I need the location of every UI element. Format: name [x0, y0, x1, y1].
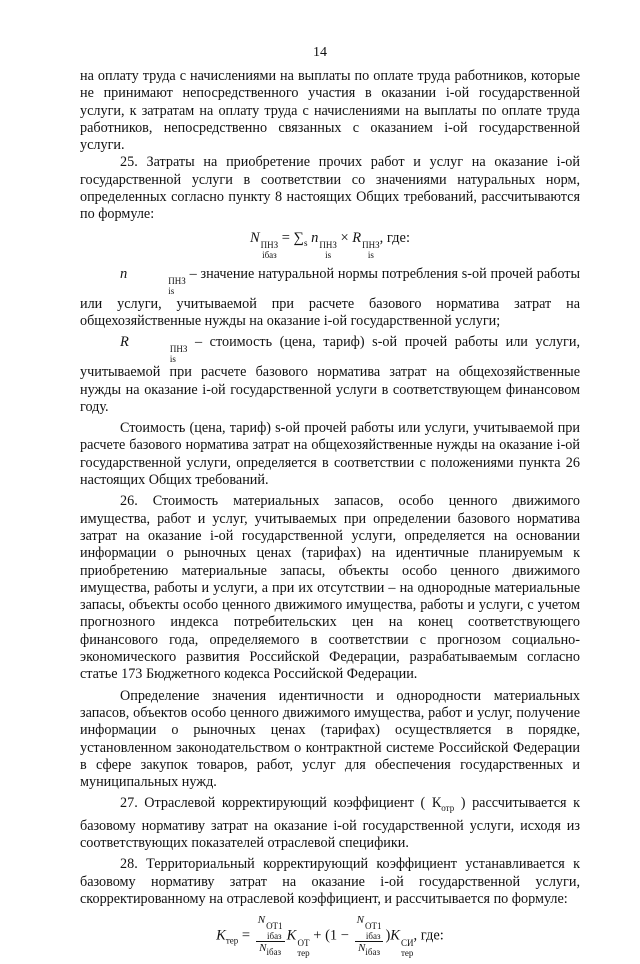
paragraph-26: 26. Стоимость материальных запасов, особо ценного движимого имущества, работ и услуг, учитываемых при определении базового норматива затрат на оказание i-ой государственной услуги, определяется на основании информации о рыночных ценах (тарифах) на идентичные планируемым к приобретению материальные запасы, объекты особо ценного движимого имущества, работы и услуги, а при их отсутствии – на однородные материальные запасы, объекты особо ценного движимого имущества, работы и услуги, с учетом прогнозного индекса потребительских цен на конец соответствующего финансового года, определяемого в соответствии с прогнозом социально-экономического развития Российской Федерации, разрабатываемым согласно статье 173 Бюджетного кодекса Российской Федерации. — [80, 493, 580, 683]
paragraph-cost: Стоимость (цена, тариф) s-ой прочей работы или услуги, учитываемой при расчете базового норматива затрат на общехозяйственные нужды на оказание i-ой государственной услуги, определяется в соответствии с положениями пункта 26 настоящих Общих требований. — [80, 420, 580, 489]
paragraph-27: 27. Отраслевой корректирующий коэффициент ( $К_{отр}$ ) рассчитывается к базовому нормативу затрат на оказание i-ой государственной услуги, исходя из соответствующих показателей отраслевой специфики. — [80, 795, 580, 851]
formula-n-baz: N ПНЗ iбаз = $\sum_s$ n ПНЗ is × R ПНЗ is , где: — [249, 229, 410, 260]
paragraph-continuation: на оплату труда с начислениями на выплаты по оплате труда работников, которые не принимают непосредственного участия в оказании i-ой государственной услуги, к затратам на оплату труда с начислениями на выплаты по оплате труда работников, непосредственно связанных с оказанием i-ой государственной услуги. — [80, 68, 580, 154]
definition-n: n ПНЗ is – значение натуральной нормы потребления s-ой прочей работы или услуги, учитываемой при расчете базового норматива затрат на общехозяйственные нужды на оказание i-ой государственной услуги; — [80, 265, 580, 329]
page-number: 14 — [313, 45, 327, 60]
paragraph-28: 28. Территориальный корректирующий коэффициент устанавливается к базовому нормативу затрат на оказание i-ой государственной услуги, скорректированному на отраслевой коэффициент, и рассчитывается по формуле: — [80, 856, 580, 907]
formula-k-ter: $K_{тер}$ = N ОТ1 iбаз $N_{iбаз}$ K ОТ тер + (1 − N ОТ1 iбаз $N_{iбаз}$ )K СИ тер , где: — [216, 914, 444, 958]
document-body — [80, 68, 580, 964]
definition-r: R ПНЗ is – стоимость (цена, тариф) s-ой прочей работы или услуги, учитываемой при расчете базового норматива затрат на общехозяйственные нужды на оказание i-ой государственной услуги в соответствующем финансовом году. — [80, 334, 580, 415]
paragraph-25: 25. Затраты на приобретение прочих работ и услуг на оказание i-ой государственной услуги в соответствии со значениями натуральных норм, определенных согласно пункту 8 настоящих Общих требований, рассчитываются по формуле: — [80, 154, 580, 223]
paragraph-identity: Определение значения идентичности и однородности материальных запасов, объектов особо ценного движимого имущества, работ и услуг, получение информации о рыночных ценах (тарифах) осуществляется в порядке, установленном законодательством о контрактной системе Российской Федерации в сфере закупок товаров, работ, услуг для обеспечения государственных и муниципальных нужд. — [80, 687, 580, 791]
